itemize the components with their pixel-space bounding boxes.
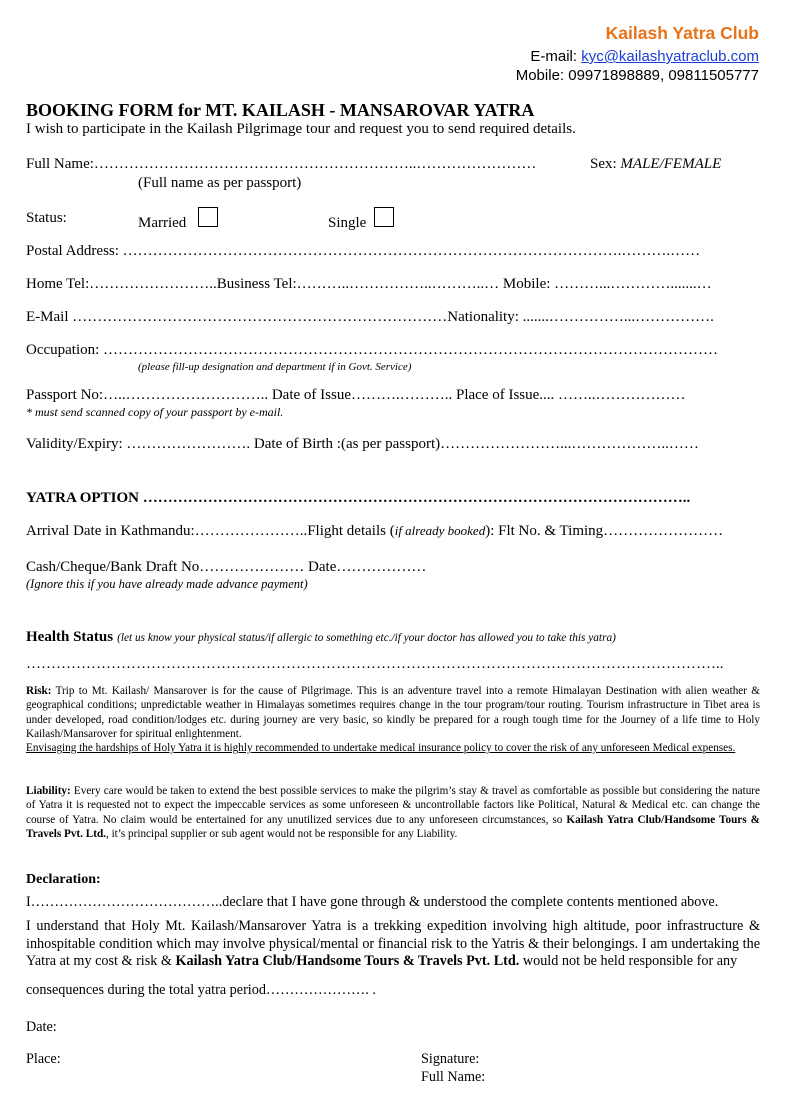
liability-label: Liability:: [26, 785, 71, 797]
declaration-name-field[interactable]: I…………………………………..declare that I have gone through & understood the complete contents mentioned above.: [26, 894, 719, 910]
contact-mobile: Mobile: 09971898889, 09811505777: [515, 67, 759, 84]
arrival-flight-fields[interactable]: [26, 523, 723, 540]
signature-field[interactable]: Signature:: [421, 1051, 480, 1067]
risk-paragraph: [26, 684, 760, 755]
liability-text-end: , it’s principal supplier or sub agent would not be responsible for any Liability.: [105, 827, 458, 840]
risk-label: Risk:: [26, 685, 52, 697]
email-label: E-mail:: [530, 48, 582, 65]
status-married[interactable]: [138, 207, 218, 232]
declaration-paragraph: [26, 918, 760, 971]
declaration-text: I understand that Holy Mt. Kailash/Mansarover Yatra is a trekking expedition involving high altitude, poor infrastructure & inhospitable condition which may involve physical/mental or financial risk to the Yatris & their belongings. I am undertaking the Yatra at my cost & risk &: [26, 918, 760, 969]
postal-address-field[interactable]: Postal Address: ……………………………………………………………………………………….……….……: [26, 243, 701, 259]
health-status-field[interactable]: …………………………………………………………………………………………………………………………..: [26, 656, 724, 672]
declaration-heading: Declaration:: [26, 872, 101, 887]
liability-paragraph: [26, 784, 760, 841]
contact-email: [530, 48, 759, 65]
single-label: Single: [328, 215, 367, 231]
liability-company: Kailash Yatra Club/Handsome Tours & Travels Pvt. Ltd.: [26, 813, 760, 840]
full-name-field[interactable]: Full Name:………………………………………………………..……………………: [26, 156, 537, 172]
passport-note: * must send scanned copy of your passport by e-mail.: [26, 405, 284, 419]
payment-note: (Ignore this if you have already made advance payment): [26, 577, 308, 591]
signature-full-name-field[interactable]: Full Name:: [421, 1069, 486, 1085]
declaration-consequences: consequences during the total yatra period…………………. .: [26, 982, 376, 998]
telephone-fields[interactable]: Home Tel:……………………..Business Tel:………..……………..………..… Mobile: ………...………….......…: [26, 276, 712, 292]
place-field[interactable]: Place:: [26, 1051, 61, 1067]
occupation-note: (please fill-up designation and department if in Govt. Service): [138, 361, 412, 373]
arrival-prefix: Arrival Date in Kathmandu:…………………..Flight details (: [26, 523, 395, 539]
married-label: Married: [138, 215, 187, 231]
full-name-note: (Full name as per passport): [138, 175, 302, 191]
form-intro: I wish to participate in the Kailash Pilgrimage tour and request you to send required details.: [26, 121, 576, 137]
married-checkbox[interactable]: [198, 207, 218, 227]
sex-field[interactable]: [590, 156, 721, 173]
arrival-suffix: ): Flt No. & Timing……………………: [485, 523, 724, 539]
form-title: BOOKING FORM for MT. KAILASH - MANSAROVAR YATRA: [26, 100, 535, 120]
email-nationality-fields[interactable]: E-Mail …………………………………………………………………Nationality: .......……………...…………….: [26, 309, 714, 325]
risk-insurance-note: Envisaging the hardships of Holy Yatra it is highly recommended to undertake medical insurance policy to cover the risk of any unforeseen Medical expenses.: [26, 742, 736, 755]
status-single[interactable]: [328, 207, 394, 232]
health-status: [26, 628, 616, 646]
sex-label: Sex:: [590, 156, 621, 172]
declaration-text-end: would not be held responsible for any: [519, 953, 738, 969]
date-field[interactable]: Date:: [26, 1019, 57, 1035]
risk-text: Trip to Mt. Kailash/ Mansarover is for the cause of Pilgrimage. This is an adventure travel into a remote Himalayan Destination with alien weather & geographical conditions; unpredictable weather in Himalayas sometimes requires change in the tour program/tour routing. Tourism infrastructure in Tibet area is under developed, road condition/lodges etc. during journey are very basic, so kindly be prepared for a rough tough time for the Journey of a life time to Holy Kailash/Mansarover for spiritual enlightenment.: [26, 685, 760, 740]
club-name: Kailash Yatra Club: [605, 23, 759, 43]
declaration-company: Kailash Yatra Club/Handsome Tours & Travels Pvt. Ltd.: [175, 953, 520, 969]
occupation-field[interactable]: Occupation: ……………………………………………………………………………………………………………: [26, 342, 719, 358]
single-checkbox[interactable]: [374, 207, 394, 227]
health-heading: Health Status: [26, 629, 114, 645]
liability-text: Every care would be taken to extend the best possible services to make the pilgrim’s stay & travel as comfortable as possible but considering the nature of Yatra it is requested not to expect the impeccable services as some unforeseen & uncontrollable factors like Political, Natural & Medical etc. can change the course of Yatra. No claim would be entertained for any unutilized services due to any unforeseen circumstances, so: [26, 785, 760, 826]
validity-dob-fields[interactable]: Validity/Expiry: ……………………. Date of Birth :(as per passport)……………………...………………..……: [26, 436, 699, 452]
payment-fields[interactable]: Cash/Cheque/Bank Draft No………………… Date………………: [26, 559, 427, 575]
passport-fields[interactable]: Passport No:…..……………………….. Date of Issue……….……….. Place of Issue.... ……..………………: [26, 387, 686, 403]
email-link[interactable]: kyc@kailashyatraclub.com: [581, 48, 759, 65]
sex-options: MALE/FEMALE: [620, 156, 722, 172]
status-label: Status:: [26, 210, 67, 226]
health-note: (let us know your physical status/if allergic to something etc./if your doctor has allowed you to take this yatra): [117, 632, 616, 644]
arrival-italic: if already booked: [394, 523, 486, 538]
yatra-option-heading[interactable]: YATRA OPTION ………………………………………………………………………………………………..: [26, 490, 691, 506]
